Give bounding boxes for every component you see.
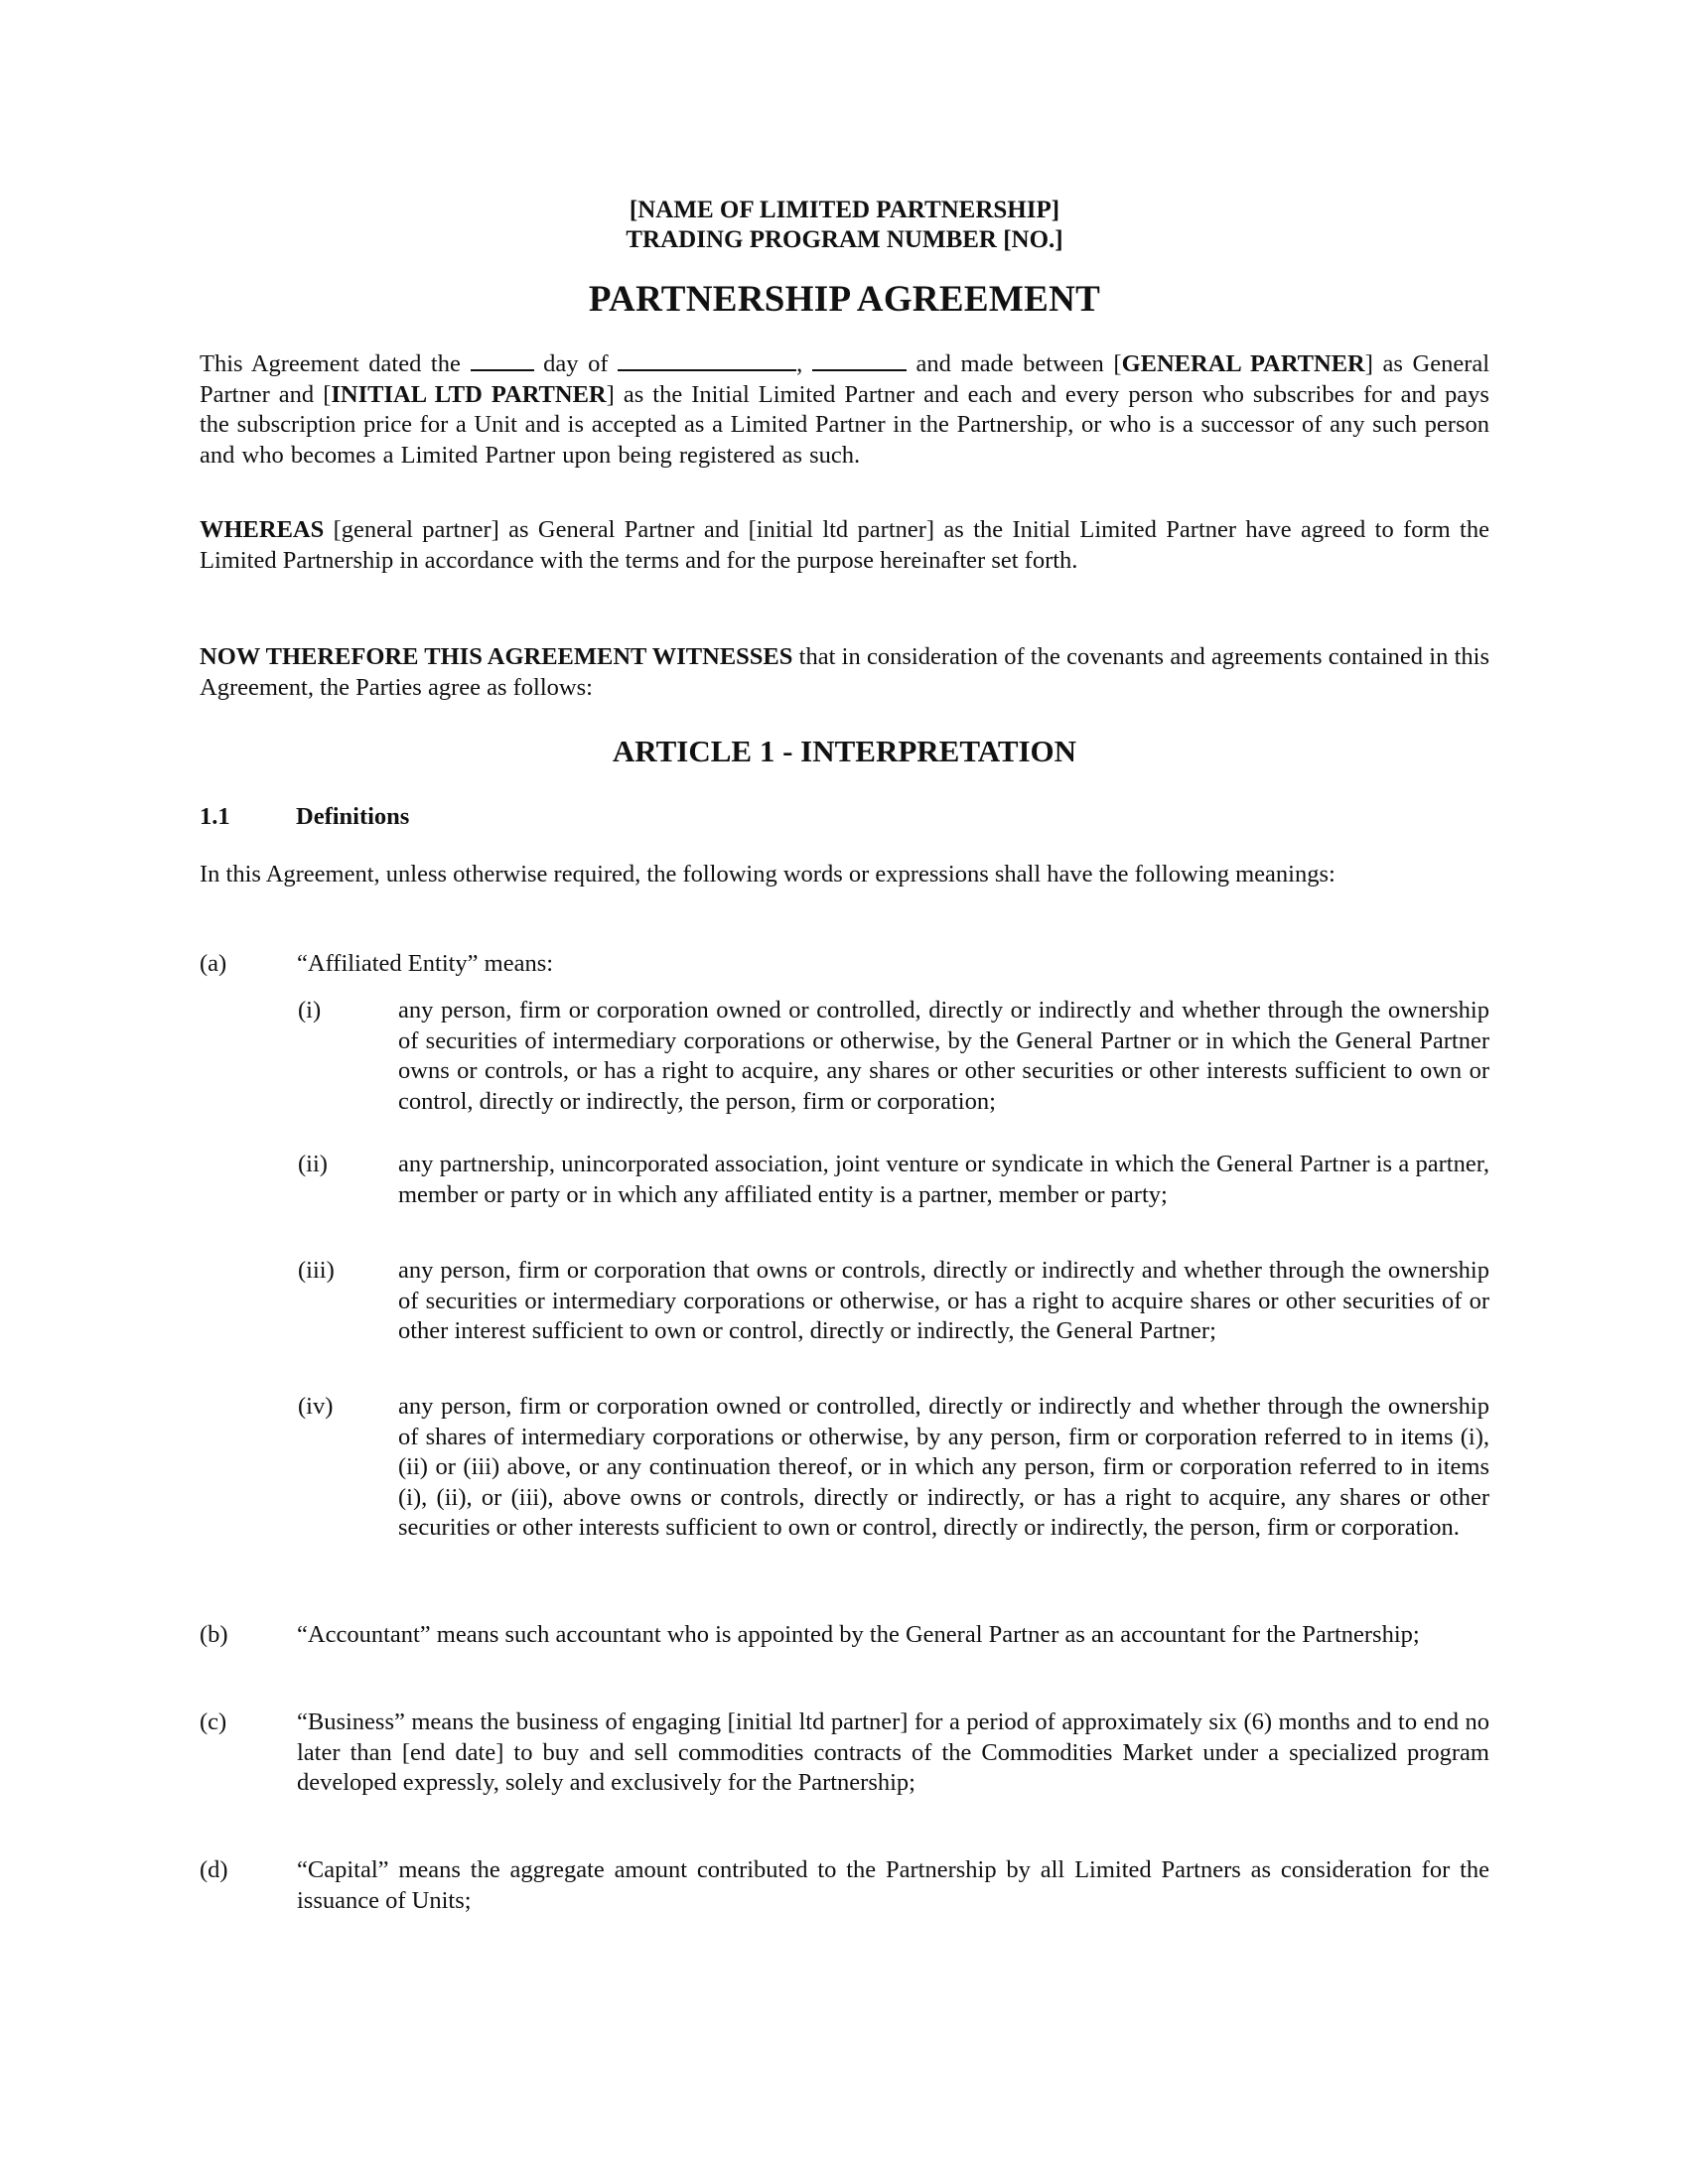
- now-therefore-text: that in consideration of the covenants and agreements contained in this Agreement, the Parties agree as follows:: [200, 643, 1489, 701]
- year-blank-field[interactable]: [812, 368, 907, 371]
- article-heading: ARTICLE 1 - INTERPRETATION: [612, 734, 1077, 768]
- intro-text: ] as General Partner and [: [200, 350, 1490, 408]
- now-therefore-paragraph: [200, 642, 1489, 703]
- definition-text: “Business” means the business of engaging [initial ltd partner] for a period of approximately six (6) months and to end no later than [end date] to buy and sell commodities contracts of the Commodities Market under a specialized program developed expressly, solely and exclusively for the Partnership;: [297, 1708, 1489, 1796]
- intro-text: ] as the Initial Limited Partner and each and every person who subscribes for and pays the subscription price for a Unit and is accepted as a Limited Partner in the Partnership, or who is a successor of any such person and who becomes a Limited Partner upon being registered as such.: [200, 380, 1489, 469]
- subitem-label: (iv): [298, 1393, 334, 1420]
- subitem-text: any person, firm or corporation owned or controlled, directly or indirectly and whether through the ownership of securities of intermediary corporations or otherwise, by the General Partner or in which the General Partner owns or controls, or has a right to acquire, any shares or other securities or other interests sufficient to own or control, directly or indirectly, the person, firm or corporation;: [398, 997, 1489, 1115]
- definition-label: (c): [200, 1708, 227, 1735]
- month-blank-field[interactable]: [618, 368, 796, 371]
- program-number-heading: TRADING PROGRAM NUMBER [NO.]: [626, 226, 1063, 253]
- document-title: PARTNERSHIP AGREEMENT: [588, 279, 1101, 320]
- intro-text: day of: [543, 350, 609, 377]
- general-partner-placeholder: GENERAL PARTNER: [1121, 350, 1365, 377]
- intro-paragraph: [200, 349, 1489, 471]
- whereas-label: WHEREAS: [200, 516, 325, 543]
- definition-text: “Affiliated Entity” means:: [297, 950, 554, 977]
- section-number: 1.1: [200, 803, 230, 830]
- definition-label: (a): [200, 950, 227, 977]
- definition-text: “Accountant” means such accountant who is appointed by the General Partner as an accountant for the Partnership;: [297, 1621, 1420, 1648]
- subitem-label: (iii): [298, 1257, 335, 1284]
- definition-text: “Capital” means the aggregate amount contributed to the Partnership by all Limited Partners as consideration for the issuance of Units;: [297, 1856, 1489, 1914]
- subitem-label: (i): [298, 997, 322, 1024]
- definitions-lead: In this Agreement, unless otherwise required, the following words or expressions shall have the following meanings:: [200, 861, 1336, 887]
- intro-comma: ,: [796, 350, 803, 377]
- intro-text: This Agreement dated the: [200, 350, 461, 377]
- subitem-text: any person, firm or corporation owned or controlled, directly or indirectly and whether through the ownership of shares of intermediary corporations or otherwise, by any person, firm or corporation referred to in items (i), (ii) or (iii) above, or any continuation thereof, or in which any person, firm or corporation referred to in items (i), (ii), or (iii), above owns or controls, directly or indirectly, or has a right to acquire, any shares or other securities or other interests sufficient to own or control, directly or indirectly, the person, firm or corporation.: [398, 1393, 1489, 1541]
- now-therefore-label: NOW THEREFORE THIS AGREEMENT WITNESSES: [200, 643, 793, 670]
- definition-label: (d): [200, 1856, 228, 1883]
- subitem-label: (ii): [298, 1151, 328, 1177]
- whereas-paragraph: [200, 515, 1489, 576]
- day-blank-field[interactable]: [471, 368, 534, 371]
- subitem-text: any partnership, unincorporated association, joint venture or syndicate in which the General Partner is a partner, member or party or in which any affiliated entity is a partner, member or party;: [398, 1151, 1489, 1208]
- whereas-text: [general partner] as General Partner and [initial ltd partner] as the Initial Limited Partner have agreed to form the Limited Partnership in accordance with the terms and for the purpose hereinafter set forth.: [200, 516, 1489, 574]
- intro-text: and made between [: [915, 350, 1122, 377]
- initial-ltd-partner-placeholder: INITIAL LTD PARTNER: [331, 380, 607, 408]
- partnership-name-heading: [NAME OF LIMITED PARTNERSHIP]: [629, 197, 1060, 223]
- section-title: Definitions: [296, 803, 410, 830]
- definition-label: (b): [200, 1621, 228, 1648]
- subitem-text: any person, firm or corporation that owns or controls, directly or indirectly and whether through the ownership of securities or intermediary corporations or otherwise, or has a right to acquire shares or other securities of or other interest sufficient to own or control, directly or indirectly, the General Partner;: [398, 1257, 1489, 1344]
